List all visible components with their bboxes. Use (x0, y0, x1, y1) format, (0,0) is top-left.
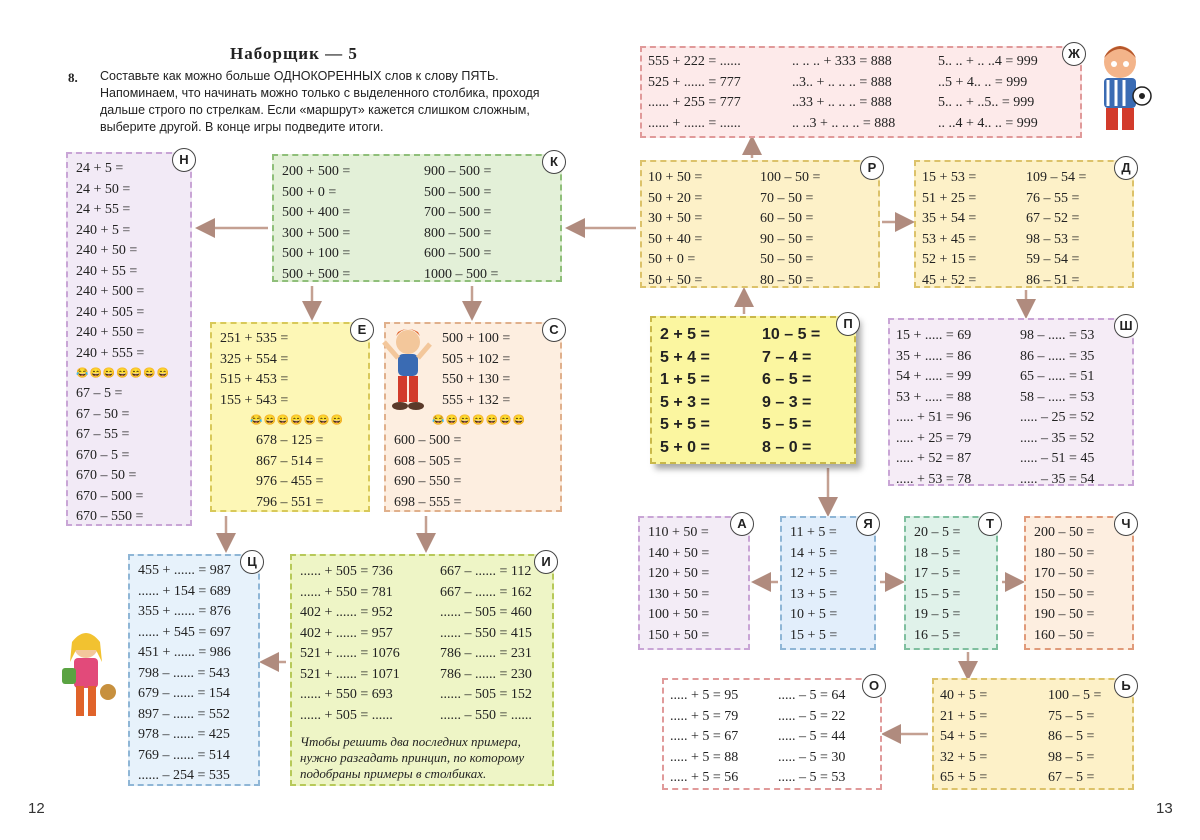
expression: 140 + 50 = (648, 545, 710, 561)
expression: ...... – 505 = 152 (440, 687, 532, 702)
expression: ...... + 505 = ...... (300, 707, 393, 723)
expression: 40 + 5 = (940, 688, 988, 703)
expression: 80 – 50 = (760, 272, 814, 288)
expression: 679 – ...... = 154 (138, 686, 230, 701)
expression: 67 – 52 = (1026, 211, 1080, 226)
box-letter: Я (856, 512, 880, 536)
expression: 2 + 5 = (660, 326, 710, 343)
expression: ..... – 51 = 45 (1020, 451, 1095, 466)
expression: 13 + 5 = (790, 586, 838, 602)
boy-illustration (378, 324, 434, 418)
expression: 10 + 50 = (648, 170, 703, 185)
expression: ...... – 254 = 535 (138, 768, 230, 783)
expression: 500 + 500 = (282, 266, 351, 282)
expression: 65 + 5 = (940, 770, 988, 785)
expression: 30 + 50 = (648, 211, 703, 226)
expression: 110 + 50 = (648, 525, 709, 540)
box-k (272, 154, 562, 282)
expression: ...... + 505 = 736 (300, 564, 393, 579)
box-letter: О (862, 674, 886, 698)
box-letter: Т (978, 512, 1002, 536)
expression: 150 + 50 = (648, 627, 710, 643)
expression: 976 – 455 = (256, 474, 324, 489)
expression: 190 – 50 = (1034, 607, 1095, 622)
expression: 15 + 5 = (790, 627, 838, 643)
expression: 786 – ...... = 230 (440, 666, 532, 682)
expression: ...... – 550 = 415 (440, 625, 532, 641)
expression: 240 + 505 = (76, 304, 145, 320)
expression: 7 – 4 = (762, 348, 812, 366)
expression: ..... – 5 = 64 (778, 688, 846, 703)
expression: ..... + 5 = 79 (670, 708, 739, 724)
expression: 120 + 50 = (648, 566, 710, 581)
box-letter: И (534, 550, 558, 574)
expression: 54 + ..... = 99 (896, 369, 972, 384)
expression: 402 + ...... = 952 (300, 605, 393, 620)
expression: ..... + 5 = 88 (670, 749, 739, 765)
expression: 5 + 5 = (660, 416, 710, 433)
expression: 500 + 0 = (282, 184, 337, 200)
expression: 555 + 222 = ...... (648, 54, 741, 69)
expression: 521 + ...... = 1076 (300, 646, 400, 661)
expression: 75 – 5 = (1048, 708, 1095, 724)
expression: 24 + 55 = (76, 202, 131, 217)
expression: .. ..4 + 4.. .. = 999 (938, 115, 1038, 131)
expression: 18 – 5 = (914, 545, 961, 561)
box-r (640, 160, 880, 288)
expression: 600 – 500 = (394, 433, 462, 448)
box-letter: Д (1114, 156, 1138, 180)
box-ya (780, 516, 876, 650)
expression: 521 + ...... = 1071 (300, 666, 400, 682)
expression: ..... – 5 = 30 (778, 749, 846, 765)
expression: .. ..3 + .. .. .. = 888 (792, 115, 896, 131)
box-i-note: Чтобы решить два последних примера, нужно разгадать принцип, по которому подобраны примеры в столбиках. (300, 734, 525, 781)
expression: 76 – 55 = (1026, 190, 1080, 206)
expression: 11 + 5 = (790, 525, 837, 540)
expression: 500 + 100 = (282, 246, 351, 261)
expression: 5.. .. + .. ..4 = 999 (938, 54, 1038, 69)
expression: 15 + ..... = 69 (896, 328, 972, 343)
expression: 700 – 500 = (424, 205, 492, 220)
expression: 240 + 50 = (76, 243, 138, 258)
expression: 50 + 0 = (648, 252, 696, 267)
expression: 109 – 54 = (1026, 170, 1087, 185)
expression: 9 – 3 = (762, 393, 812, 411)
expression: 19 – 5 = (914, 607, 961, 622)
box-letter: А (730, 512, 754, 536)
expression: 100 – 50 = (760, 170, 821, 185)
expression: 15 – 5 = (914, 586, 961, 602)
expression: 300 + 500 = (282, 225, 351, 241)
box-e (210, 322, 370, 512)
expression: ..3.. + .. .. .. = 888 (792, 74, 892, 90)
expression: 325 + 554 = (220, 351, 289, 367)
expression: 15 + 53 = (922, 170, 977, 185)
expression: 14 + 5 = (790, 545, 838, 561)
box-sh (888, 318, 1134, 486)
expression: 667 – ...... = 162 (440, 584, 532, 600)
expression: 1 + 5 = (660, 371, 710, 388)
expression: ..... + 52 = 87 (896, 451, 972, 466)
box-n (66, 152, 192, 526)
expression: 59 – 54 = (1026, 252, 1080, 267)
expression: 98 – 53 = (1026, 231, 1080, 247)
expression: ..... – 35 = 54 (1020, 471, 1095, 487)
expression: ..... + 5 = 67 (670, 729, 739, 744)
expression: 35 + ..... = 86 (896, 348, 972, 364)
expression: 670 – 550 = (76, 509, 144, 524)
expression: 52 + 15 = (922, 252, 977, 267)
expression: .. .. .. + 333 = 888 (792, 54, 892, 69)
expression: 17 – 5 = (914, 566, 961, 581)
expression: 54 + 5 = (940, 729, 988, 744)
expression: 670 – 5 = (76, 447, 130, 463)
box-letter: Ч (1114, 512, 1138, 536)
expression: 200 – 50 = (1034, 525, 1095, 540)
expression: ..... – 25 = 52 (1020, 410, 1095, 425)
expression: 67 – 5 = (76, 386, 123, 401)
expression: ...... + 154 = 689 (138, 583, 231, 599)
expression: ...... – 550 = ...... (440, 707, 532, 723)
expression: 24 + 50 = (76, 181, 131, 197)
box-letter: Н (172, 148, 196, 172)
box-i (290, 554, 554, 786)
expression: 200 + 500 = (282, 164, 351, 179)
expression: 86 – 51 = (1026, 272, 1080, 288)
expression: 50 + 20 = (648, 190, 703, 206)
expression: 86 – ..... = 35 (1020, 348, 1095, 364)
expression: 170 – 50 = (1034, 566, 1095, 581)
task-instructions: Составьте как можно больше ОДНОКОРЕННЫХ слов к слову ПЯТЬ. Напоминаем, что начинать можно только с выделенного столбика, проходя дальше строго по стрелкам. Если «маршрут» кажется слишком сложным, выберите другой. В конце игры подведите итоги. (100, 69, 540, 134)
box-ts (128, 554, 260, 786)
expression: 796 – 551 = (256, 494, 324, 510)
expression: 402 + ...... = 957 (300, 625, 393, 641)
smiley-row: 😂😄😄😄😄😄😄 (250, 415, 345, 426)
expression: 978 – ...... = 425 (138, 727, 230, 742)
box-letter: Ж (1062, 42, 1086, 66)
expression: 98 – ..... = 53 (1020, 328, 1095, 343)
expression: 67 – 5 = (1048, 770, 1095, 785)
expression: 670 – 50 = (76, 468, 137, 483)
box-letter: Ь (1114, 674, 1138, 698)
box-letter: С (542, 318, 566, 342)
expression: 21 + 5 = (940, 708, 988, 724)
expression: 769 – ...... = 514 (138, 747, 230, 763)
expression: ..... – 35 = 52 (1020, 430, 1095, 446)
expression: ...... + 255 = 777 (648, 95, 741, 110)
expression: 86 – 5 = (1048, 729, 1095, 744)
expression: 240 + 555 = (76, 345, 145, 361)
box-t (904, 516, 998, 650)
girl-illustration (58, 628, 118, 728)
expression: 35 + 54 = (922, 211, 977, 226)
expression: ...... – 505 = 460 (440, 605, 532, 620)
expression: 70 – 50 = (760, 190, 814, 206)
expression: 45 + 52 = (922, 272, 977, 288)
box-o (662, 678, 882, 790)
expression: 130 + 50 = (648, 586, 710, 602)
box-d (914, 160, 1134, 288)
expression: ..... + 53 = 78 (896, 471, 972, 487)
expression: 100 + 50 = (648, 607, 710, 622)
expression: 608 – 505 = (394, 453, 462, 469)
expression: 500 – 500 = (424, 184, 492, 200)
expression: ..... – 5 = 53 (778, 770, 846, 785)
expression: 180 – 50 = (1034, 545, 1095, 561)
expression: 53 + 45 = (922, 231, 977, 247)
box-soft-sign (932, 678, 1134, 790)
expression: 500 + 400 = (282, 205, 351, 220)
expression: ..... + 5 = 56 (670, 770, 739, 785)
expression: 67 – 55 = (76, 427, 130, 442)
expression: 5 + 4 = (660, 348, 710, 366)
expression: 897 – ...... = 552 (138, 706, 230, 722)
expression: 20 – 5 = (914, 525, 961, 540)
expression: 867 – 514 = (256, 453, 324, 469)
expression: 24 + 5 = (76, 161, 124, 176)
boy-with-ball-illustration (1092, 40, 1152, 140)
expression: 16 – 5 = (914, 627, 961, 643)
expression: 58 – ..... = 53 (1020, 389, 1095, 405)
expression: 5 + 0 = (660, 438, 710, 456)
expression: ..33 + .. .. .. = 888 (792, 95, 892, 110)
expression: 525 + ...... = 777 (648, 74, 741, 90)
expression: 355 + ...... = 876 (138, 604, 231, 619)
box-letter: К (542, 150, 566, 174)
expression: 6 – 5 = (762, 371, 812, 388)
expression: 550 + 130 = (442, 372, 511, 387)
expression: 600 – 500 = (424, 246, 492, 261)
box-a (638, 516, 750, 650)
expression: ...... + 545 = 697 (138, 624, 231, 640)
box-zh (640, 46, 1082, 138)
expression: 690 – 550 = (394, 474, 462, 489)
smiley-row: 😂😄😄😄😄😄😄 (76, 368, 171, 379)
expression: 67 – 50 = (76, 406, 130, 422)
expression: ...... + 550 = 693 (300, 687, 393, 702)
expression: 50 + 50 = (648, 272, 703, 288)
box-letter: П (836, 312, 860, 336)
box-ch (1024, 516, 1134, 650)
page-number-left: 12 (28, 800, 45, 817)
task-number: 8. (68, 70, 78, 85)
box-letter: Р (860, 156, 884, 180)
expression: 251 + 535 = (220, 331, 289, 346)
expression: 160 – 50 = (1034, 627, 1095, 643)
expression: 51 + 25 = (922, 190, 977, 206)
box-letter: Е (350, 318, 374, 342)
expression: 65 – ..... = 51 (1020, 369, 1095, 384)
box-letter: Ц (240, 550, 264, 574)
expression: 90 – 50 = (760, 231, 814, 247)
expression: 60 – 50 = (760, 211, 814, 226)
expression: ..... + 5 = 95 (670, 688, 739, 703)
expression: 515 + 453 = (220, 372, 289, 387)
expression: 1000 – 500 = (424, 266, 499, 282)
expression: ..... – 5 = 44 (778, 729, 846, 744)
expression: 240 + 5 = (76, 222, 131, 238)
expression: 8 – 0 = (762, 438, 812, 456)
expression: 10 + 5 = (790, 607, 838, 622)
expression: 451 + ...... = 986 (138, 645, 231, 660)
expression: 10 – 5 = (762, 326, 821, 343)
expression: 5.. .. + ..5.. = 999 (938, 95, 1035, 110)
expression: ..5 + 4.. .. = 999 (938, 74, 1028, 90)
expression: 555 + 132 = (442, 392, 511, 408)
expression: 798 – ...... = 543 (138, 665, 230, 681)
expression: 100 – 5 = (1048, 688, 1102, 703)
expression: 98 – 5 = (1048, 749, 1095, 765)
expression: 5 – 5 = (762, 416, 812, 433)
expression: 698 – 555 = (394, 494, 462, 510)
expression: 150 – 50 = (1034, 586, 1095, 602)
expression: 5 + 3 = (660, 393, 710, 411)
expression: ..... + 51 = 96 (896, 410, 972, 425)
smiley-row: 😂😄😄😄😄😄😄 (432, 415, 527, 426)
expression: 32 + 5 = (940, 749, 988, 765)
expression: 786 – ...... = 231 (440, 646, 532, 661)
expression: 53 + ..... = 88 (896, 389, 972, 405)
expression: 240 + 550 = (76, 325, 145, 340)
expression: 50 – 50 = (760, 252, 814, 267)
expression: 155 + 543 = (220, 392, 289, 408)
page-number-right: 13 (1156, 800, 1173, 817)
expression: 500 + 100 = (442, 331, 511, 346)
expression: 50 + 40 = (648, 231, 703, 247)
page-title: Наборщик — 5 (230, 44, 358, 63)
expression: 455 + ...... = 987 (138, 563, 231, 578)
expression: 678 – 125 = (256, 433, 324, 448)
expression: 240 + 500 = (76, 284, 145, 299)
expression: ..... – 5 = 22 (778, 708, 846, 724)
expression: ..... + 25 = 79 (896, 430, 972, 446)
expression: ...... + 550 = 781 (300, 584, 393, 600)
expression: 800 – 500 = (424, 225, 492, 241)
expression: 667 – ...... = 112 (440, 564, 532, 579)
expression: 240 + 55 = (76, 263, 138, 279)
box-letter: Ш (1114, 314, 1138, 338)
expression: 670 – 500 = (76, 488, 144, 504)
expression: 12 + 5 = (790, 566, 838, 581)
box-p-start (650, 316, 856, 464)
expression: ...... + ...... = ...... (648, 115, 741, 131)
expression: 900 – 500 = (424, 164, 492, 179)
expression: 505 + 102 = (442, 351, 511, 367)
